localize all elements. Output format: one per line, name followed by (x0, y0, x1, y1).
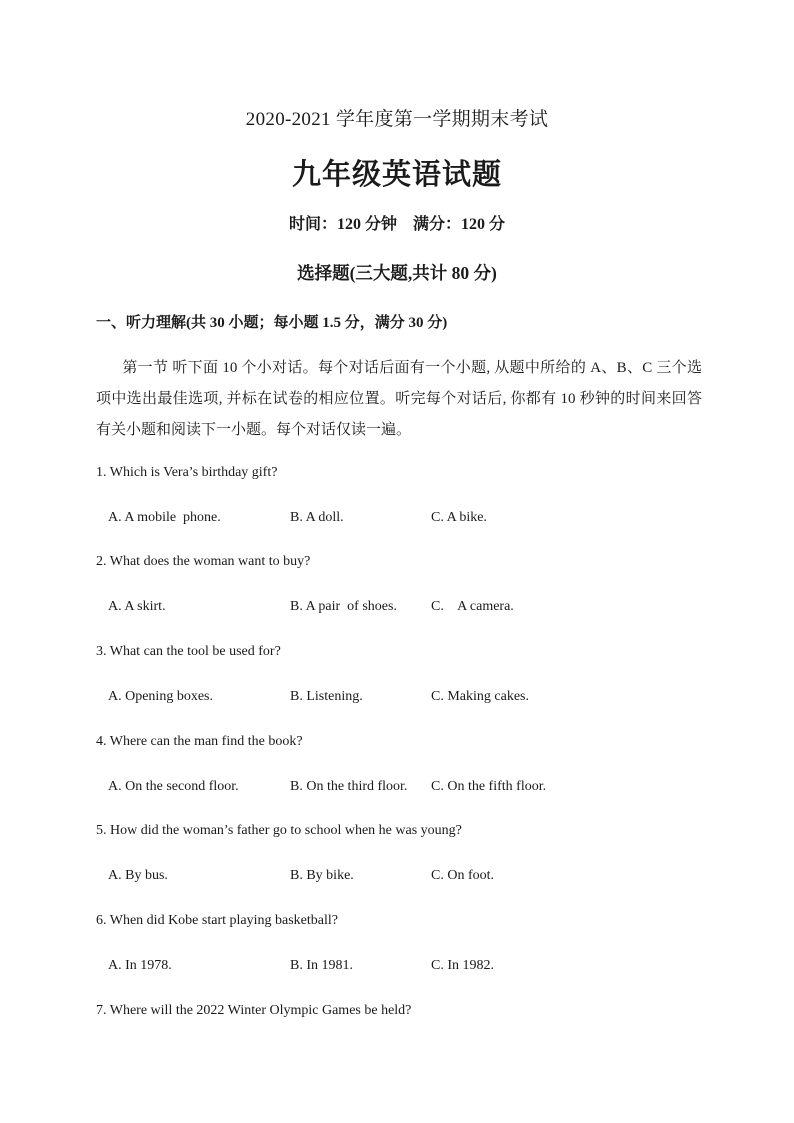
option-c: C. On the fifth floor. (431, 779, 547, 794)
time-score-info: 时间：120 分钟 满分：120 分 (288, 216, 505, 233)
question-text: 7. Where will the 2022 Winter Olympic Games be held? (96, 1003, 412, 1018)
section-instructions (96, 353, 702, 446)
instructions-text: 第一节 听下面 10 个小对话。每个对话后面有一个小题, 从题中所给的 A、B、C 三个选项中选出最佳选项, 并标在试卷的相应位置。听完每个对话后, 你都有 10 秒钟的时间来回答有关小题和阅读下一小题。每个对话仅读一遍。 (96, 360, 702, 438)
option-c: C. A camera. (431, 599, 514, 614)
question-text: 4. Where can the man find the book? (96, 734, 303, 749)
option-a: A. In 1978. (108, 958, 172, 973)
option-a: A. On the second floor. (108, 779, 239, 794)
option-a: A. A mobile phone. (108, 510, 221, 525)
question-text: 1. Which is Vera’s birthday gift? (96, 465, 278, 480)
option-b: B. In 1981. (290, 958, 353, 973)
section-heading: 一、听力理解(共 30 小题；每小题 1.5 分，满分 30 分) (96, 315, 448, 331)
option-a: A. By bus. (108, 868, 168, 883)
option-b: B. By bike. (290, 868, 354, 883)
question-text: 3. What can the tool be used for? (96, 644, 281, 659)
option-b: B. Listening. (290, 689, 363, 704)
option-b: B. On the third floor. (290, 779, 408, 794)
question-text: 2. What does the woman want to buy? (96, 554, 311, 569)
option-b: B. A doll. (290, 510, 344, 525)
option-c: C. On foot. (431, 868, 494, 883)
option-c: C. In 1982. (431, 958, 494, 973)
option-a: A. Opening boxes. (108, 689, 213, 704)
option-b: B. A pair of shoes. (290, 599, 397, 614)
option-a: A. A skirt. (108, 599, 166, 614)
question-text: 6. When did Kobe start playing basketball? (96, 913, 338, 928)
choice-heading: 选择题(三大题,共计 80 分) (297, 263, 497, 283)
question-text: 5. How did the woman’s father go to school when he was young? (96, 823, 462, 838)
option-c: C. Making cakes. (431, 689, 529, 704)
subject-title: 九年级英语试题 (291, 159, 502, 191)
exam-title: 2020-2021 学年度第一学期期末考试 (245, 109, 549, 130)
option-c: C. A bike. (431, 510, 488, 525)
